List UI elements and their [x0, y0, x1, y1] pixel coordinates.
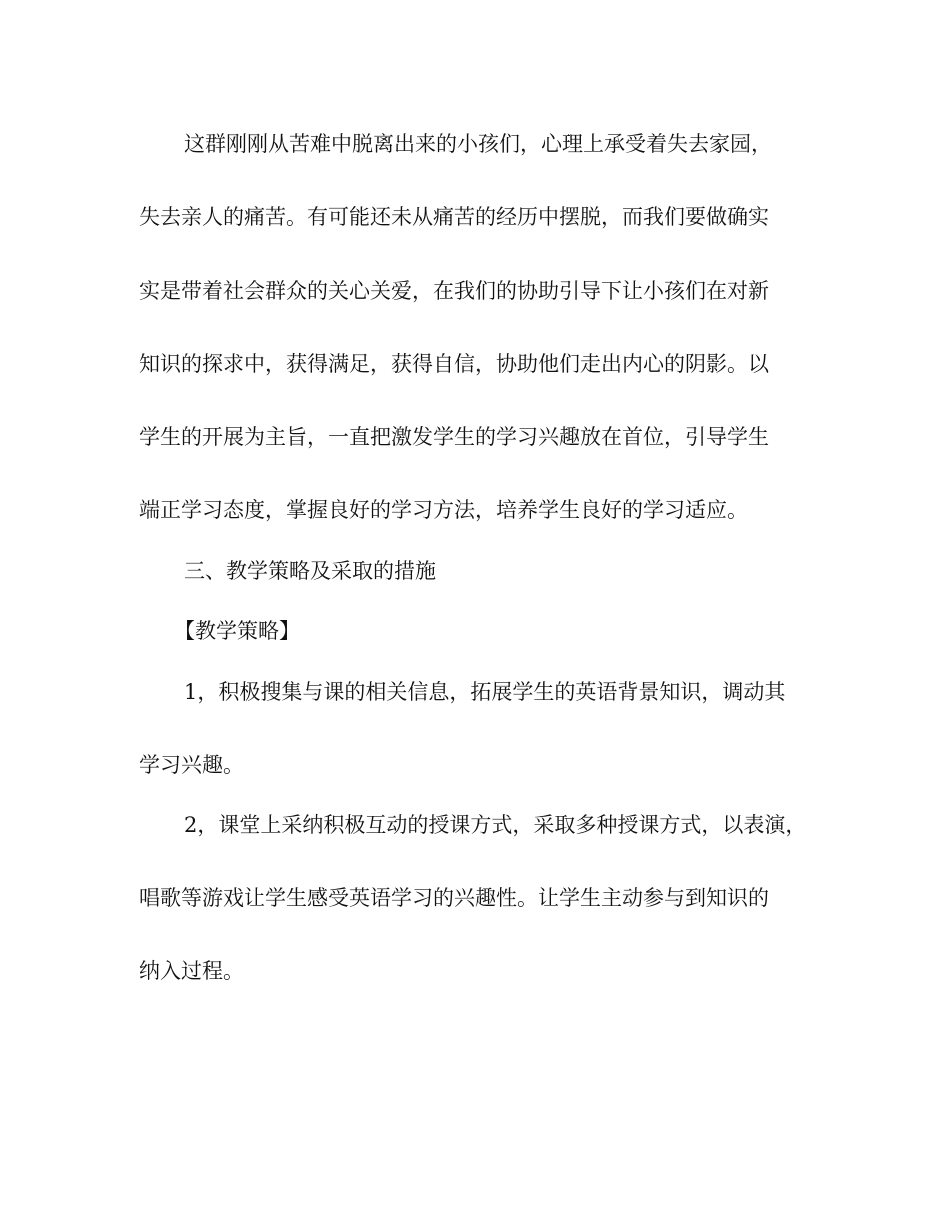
paragraph-line: 实是带着社会群众的关心关爱，在我们的协助引导下让小孩们在对新 — [139, 279, 769, 303]
subsection-heading: 【教学策略】 — [174, 619, 300, 643]
paragraph-line: 知识的探求中，获得满足，获得自信，协助他们走出内心的阴影。以 — [139, 352, 769, 376]
list-item-line: 学习兴趣。 — [139, 753, 244, 777]
list-item-line: 纳入过程。 — [139, 959, 244, 983]
section-heading: 三、教学策略及采取的措施 — [184, 559, 436, 583]
list-item-line: 1，积极搜集与课的相关信息，拓展学生的英语背景知识，调动其 — [184, 680, 786, 704]
list-item-line: 2，课堂上采纳积极互动的授课方式，采取多种授课方式，以表演， — [184, 813, 807, 837]
list-item-line: 唱歌等游戏让学生感受英语学习的兴趣性。让学生主动参与到知识的 — [139, 886, 769, 910]
paragraph-line: 学生的开展为主旨，一直把激发学生的学习兴趣放在首位，引导学生 — [139, 425, 769, 449]
paragraph-line: 端正学习态度，掌握良好的学习方法，培养学生良好的学习适应。 — [139, 498, 748, 522]
paragraph-line: 这群刚刚从苦难中脱离出来的小孩们，心理上承受着失去家园， — [184, 132, 772, 156]
paragraph-line: 失去亲人的痛苦。有可能还未从痛苦的经历中摆脱，而我们要做确实 — [139, 205, 769, 229]
